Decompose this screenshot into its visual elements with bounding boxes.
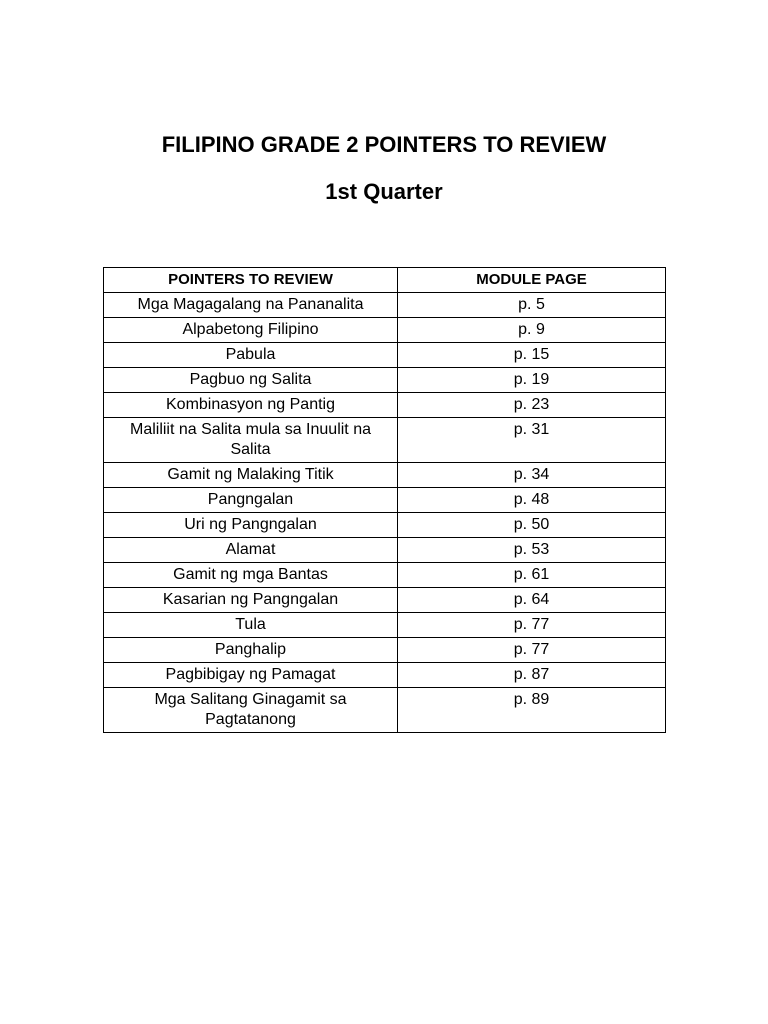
page-cell: p. 34 (398, 463, 666, 488)
topic-cell: Alpabetong Filipino (104, 318, 398, 343)
topic-cell: Kasarian ng Pangngalan (104, 588, 398, 613)
page-cell: p. 64 (398, 588, 666, 613)
table-row (104, 563, 666, 588)
header-pointers: POINTERS TO REVIEW (104, 268, 398, 293)
page-cell: p. 48 (398, 488, 666, 513)
page-cell: p. 9 (398, 318, 666, 343)
topic-cell: Tula (104, 613, 398, 638)
table-row (104, 393, 666, 418)
table-row (104, 368, 666, 393)
table-row (104, 613, 666, 638)
table-row (104, 318, 666, 343)
pointers-table (103, 267, 666, 733)
page-cell: p. 61 (398, 563, 666, 588)
topic-cell: Panghalip (104, 638, 398, 663)
topic-cell: Gamit ng mga Bantas (104, 563, 398, 588)
page-cell: p. 77 (398, 638, 666, 663)
page-cell: p. 15 (398, 343, 666, 368)
table-row (104, 343, 666, 368)
topic-cell: Pabula (104, 343, 398, 368)
table-row (104, 293, 666, 318)
document-subtitle: 1st Quarter (325, 179, 443, 204)
topic-cell: Gamit ng Malaking Titik (104, 463, 398, 488)
table-row (104, 663, 666, 688)
topic-cell: Maliliit na Salita mula sa Inuulit na Salita (104, 418, 398, 463)
topic-cell: Mga Magagalang na Pananalita (104, 293, 398, 318)
page-cell: p. 53 (398, 538, 666, 563)
topic-cell: Pagbibigay ng Pamagat (104, 663, 398, 688)
page-cell: p. 19 (398, 368, 666, 393)
page-cell: p. 77 (398, 613, 666, 638)
topic-cell: Uri ng Pangngalan (104, 513, 398, 538)
page-cell: p. 5 (398, 293, 666, 318)
table-row (104, 463, 666, 488)
topic-cell: Alamat (104, 538, 398, 563)
topic-cell: Mga Salitang Ginagamit sa Pagtatanong (104, 688, 398, 733)
table-row (104, 488, 666, 513)
page-cell: p. 87 (398, 663, 666, 688)
table-row (104, 418, 666, 463)
table-row (104, 688, 666, 733)
document-title: FILIPINO GRADE 2 POINTERS TO REVIEW (161, 132, 607, 157)
table-row (104, 538, 666, 563)
table-row (104, 638, 666, 663)
table-row (104, 513, 666, 538)
topic-cell: Kombinasyon ng Pantig (104, 393, 398, 418)
page-cell: p. 89 (398, 688, 666, 733)
table-row (104, 588, 666, 613)
topic-cell: Pagbuo ng Salita (104, 368, 398, 393)
header-module-page: MODULE PAGE (398, 268, 666, 293)
page-cell: p. 50 (398, 513, 666, 538)
table-header-row (104, 268, 666, 293)
page-cell: p. 31 (398, 418, 666, 463)
page-cell: p. 23 (398, 393, 666, 418)
topic-cell: Pangngalan (104, 488, 398, 513)
